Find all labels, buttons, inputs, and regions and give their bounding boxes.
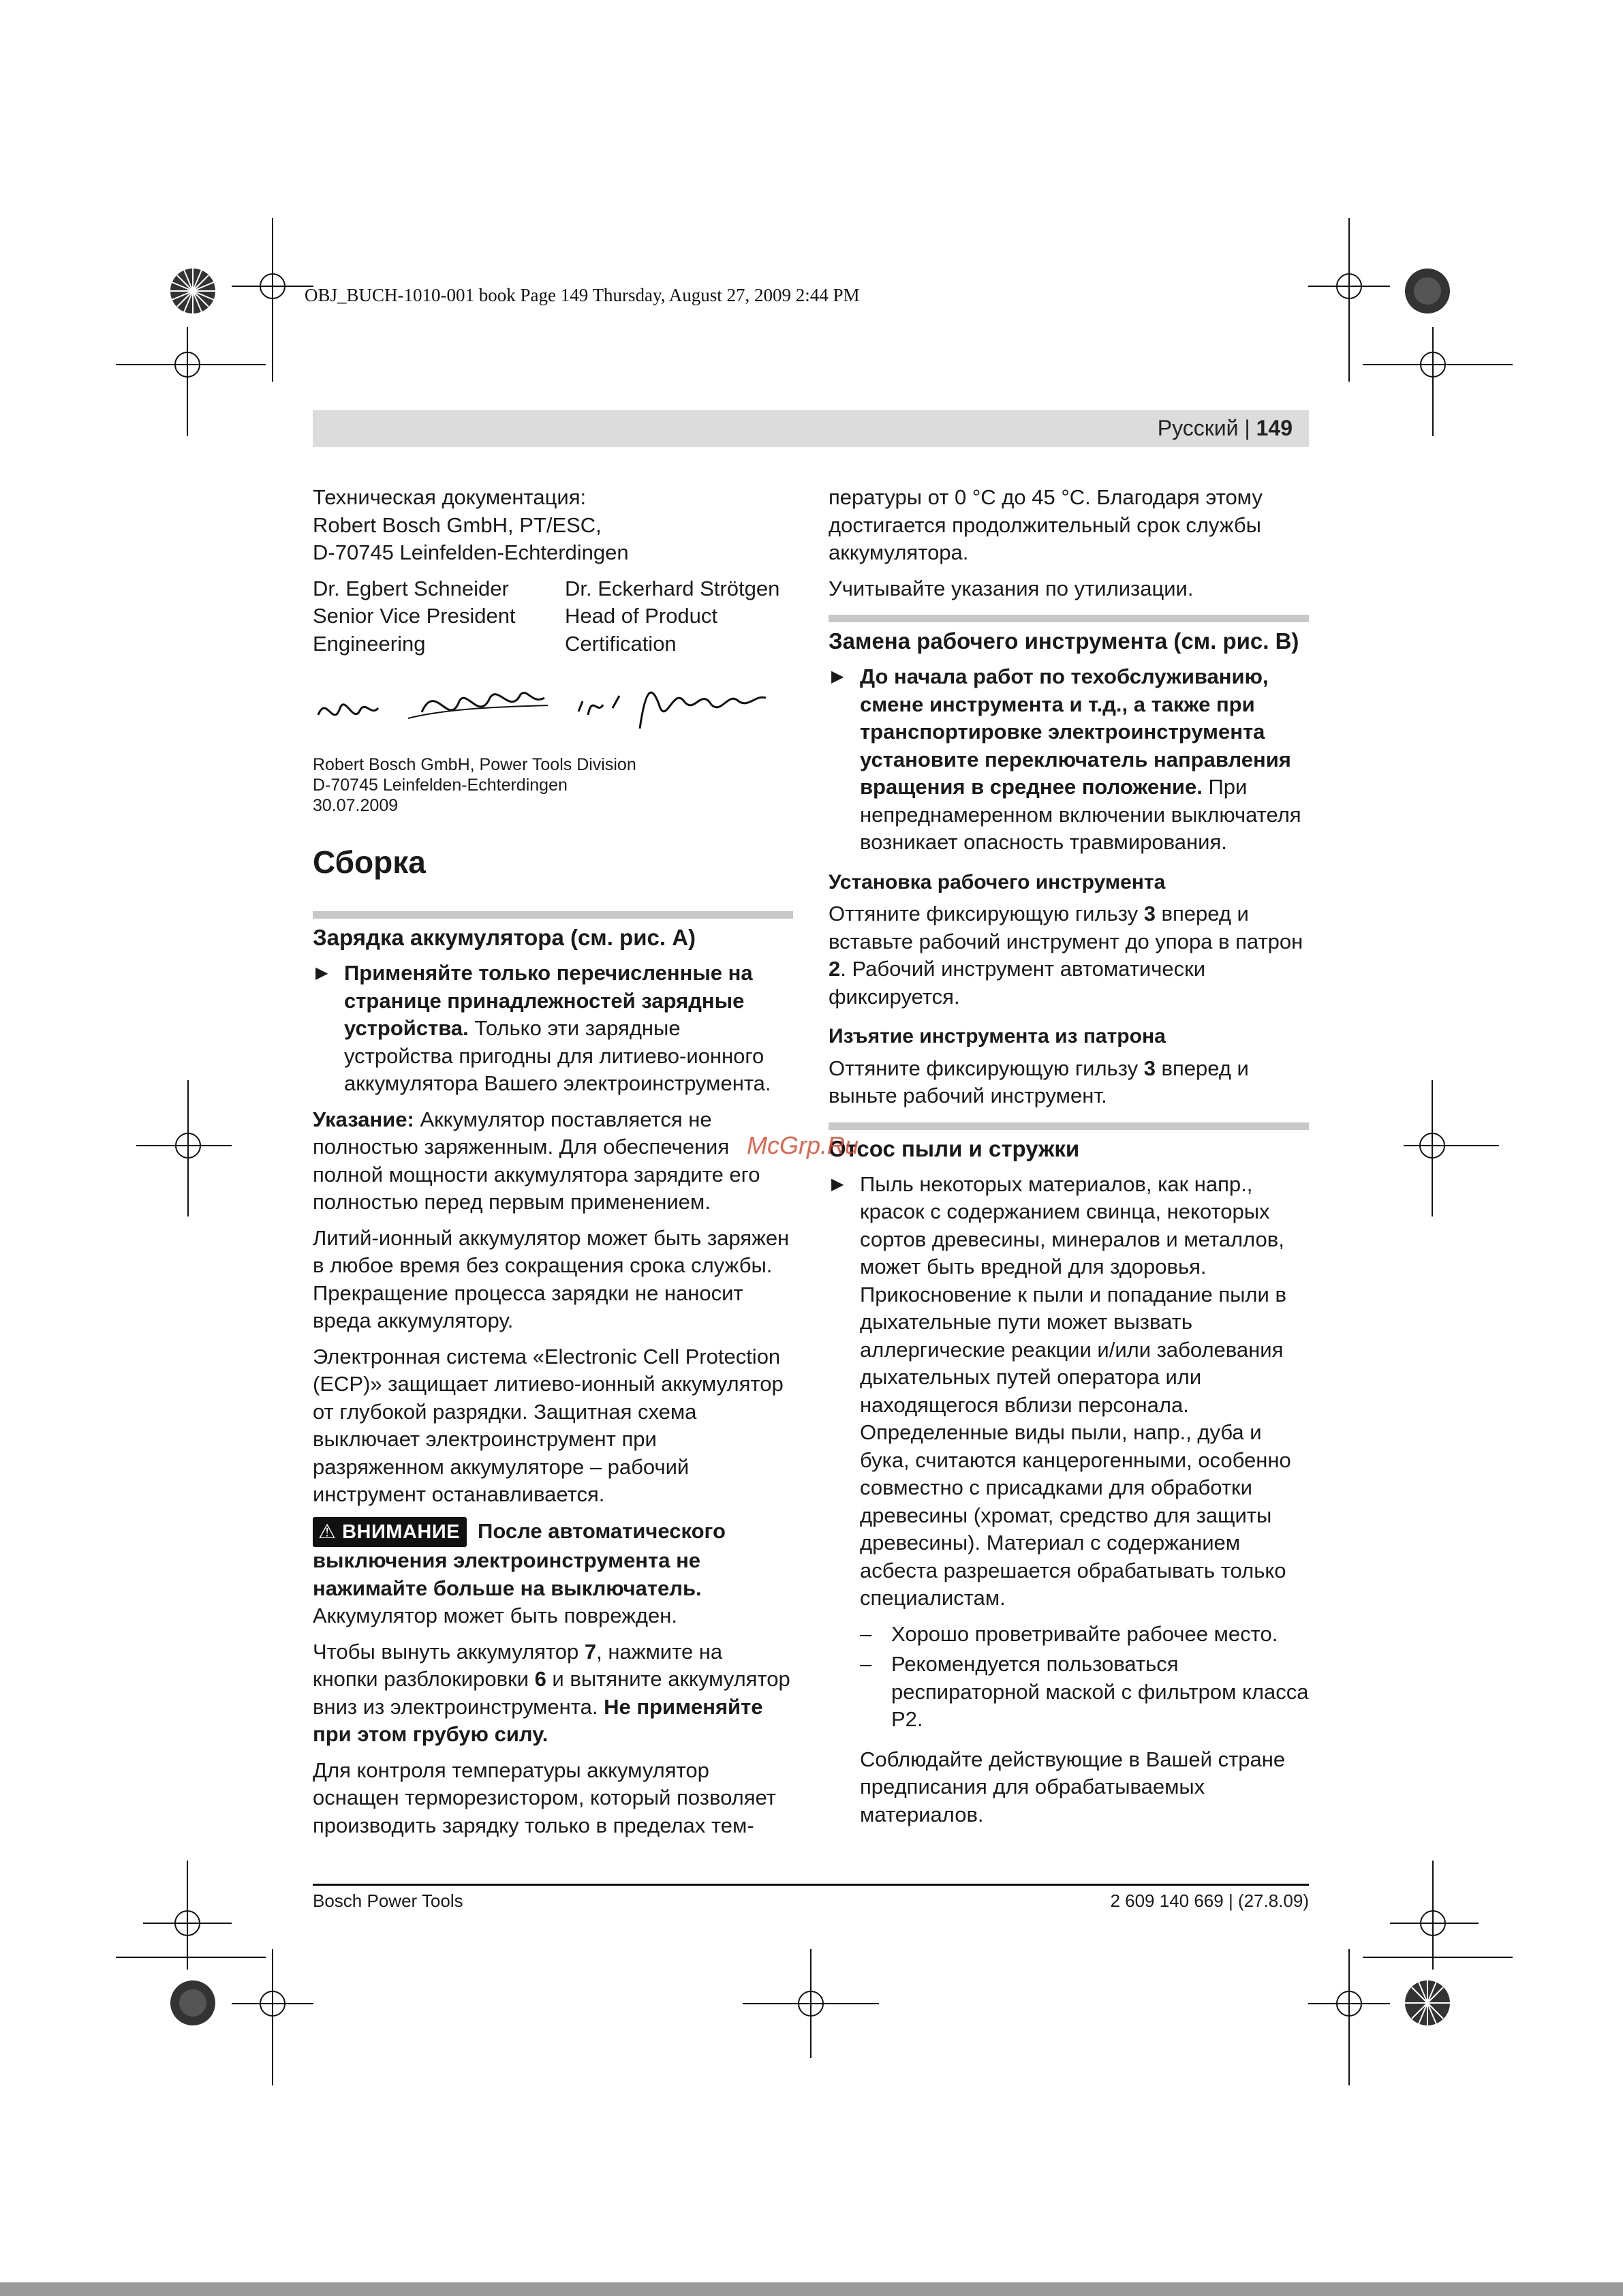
left-column bbox=[313, 484, 793, 1848]
header-page-number: 149 bbox=[1256, 416, 1293, 440]
registration-mark-top-left bbox=[169, 267, 217, 315]
subsection-title-charging: Зарядка аккумулятора (см. рис. А) bbox=[313, 911, 793, 953]
bullet-triangle-icon: ▶ bbox=[831, 1174, 844, 1193]
dash-item: – Рекомендуется пользоваться респираторной маской с фильтром класса P2. bbox=[860, 1652, 1309, 1731]
note-paragraph: Указание: Аккумулятор поставляется не полностью заряженным. Для обеспечения полной мощности аккумулятора зарядите его полностью перед первым применением. bbox=[313, 1107, 760, 1214]
battery-removal-paragraph: Чтобы вынуть аккумулятор 7, нажмите на кнопки разблокировки 6 и вытяните аккумулятор вниз из электроинструмента. Не применяйте при этом грубую силу. bbox=[313, 1639, 790, 1746]
bullet-dust: ▶ Пыль некоторых материалов, как напр., красок с содержанием свинца, некоторых сортов древесины, минералов и металлов, может быть вредной для здоровья. Прикосновение к пыли и попадание пыли в дыхательные пути может вызвать аллергические реакции и/или заболевания дыхательных путей оператора или находящегося вблизи персонала. Определенные виды пыли, напр., дуба и бука, считаются канцерогенными, особенно совместно с присадками для обработки древесины (хромат, средство для защиты древесины). Материал с содержанием асбеста разрешается обрабатывать только специалистам. bbox=[831, 1172, 1291, 1610]
dash-item: – Хорошо проветривайте рабочее место. bbox=[860, 1621, 1278, 1646]
handwritten-signatures bbox=[313, 667, 793, 749]
crosshair-bottom-right bbox=[1308, 1949, 1390, 2085]
install-title: Установка рабочего инструмента bbox=[829, 870, 1166, 893]
crosshair-side-left-top bbox=[116, 327, 266, 436]
warning-triangle-icon: ⚠ bbox=[318, 1520, 337, 1543]
liion-paragraph: Литий-ионный аккумулятор может быть заряжен в любое время без сокращения срока службы. Прекращение процесса зарядки не наносит вреда аккумулятору. bbox=[313, 1225, 790, 1332]
right-column bbox=[829, 484, 1309, 1837]
company-address: Robert Bosch GmbH, Power Tools Division D-70745 Leinfelden-Echterdingen 30.07.2009 bbox=[313, 755, 636, 815]
signers bbox=[313, 575, 793, 658]
watermark: McGrp.Ru bbox=[747, 1131, 859, 1159]
crosshair-bottom-center bbox=[743, 1949, 879, 2058]
remove-title: Изъятие инструмента из патрона bbox=[829, 1025, 1166, 1047]
footer-rule bbox=[313, 1884, 1309, 1886]
warning-paragraph: ⚠ ВНИМАНИЕ После автоматического выключения электроинструмента не нажимайте больше на выключатель. Аккумулятор может быть поврежден. bbox=[313, 1517, 793, 1630]
header-language: Русский bbox=[1157, 416, 1239, 440]
print-slug: OBJ_BUCH-1010-001 book Page 149 Thursday, August 27, 2009 2:44 PM bbox=[305, 285, 860, 305]
section-title: Сборка bbox=[313, 844, 426, 880]
footer-right: 2 609 140 669 | (27.8.09) bbox=[1110, 1891, 1309, 1911]
page-header-text bbox=[1158, 416, 1293, 441]
disposal-note: Учитывайте указания по утилизации. bbox=[829, 576, 1194, 600]
crosshair-mid-left bbox=[136, 1080, 232, 1216]
registration-mark-top-right bbox=[1404, 267, 1451, 315]
closing-paragraph: Соблюдайте действующие в Вашей стране предписания для обрабатываемых материалов. bbox=[860, 1747, 1286, 1826]
subsection-title-dust: Отсос пыли и стружки bbox=[829, 1122, 1309, 1164]
registration-mark-bottom-right bbox=[1404, 1979, 1451, 2027]
warning-badge: ⚠ ВНИМАНИЕ bbox=[313, 1517, 467, 1548]
temperature-continued: пературы от 0 °C до 45 °C. Благодаря этому достигается продолжительный срок службы аккумулятора. bbox=[829, 485, 1263, 564]
bullet-chargers: ▶ Применяйте только перечисленные на странице принадлежностей зарядные устройства. Только эти зарядные устройства пригодны для литиево-ионного аккумулятора Вашего электроинструмента. bbox=[315, 961, 771, 1095]
temperature-paragraph: Для контроля температуры аккумулятор оснащен терморезистором, который позволяет производить зарядку только в пределах тем- bbox=[313, 1758, 776, 1837]
dash-list bbox=[829, 1621, 1309, 1734]
bottom-edge-strip bbox=[0, 2282, 1623, 2296]
install-paragraph: Оттяните фиксирующую гильзу 3 вперед и вставьте рабочий инструмент до упора в патрон 2. Рабочий инструмент автоматически фиксируется. bbox=[829, 902, 1303, 1009]
bullet-triangle-icon: ▶ bbox=[315, 964, 328, 982]
crosshair-side-right-top bbox=[1363, 327, 1513, 436]
crosshair-mid-right bbox=[1404, 1080, 1499, 1216]
remove-paragraph: Оттяните фиксирующую гильзу 3 вперед и выньте рабочий инструмент. bbox=[829, 1056, 1249, 1107]
header-separator: | bbox=[1238, 416, 1256, 440]
registration-mark-bottom-left bbox=[169, 1979, 217, 2027]
signer-2: Dr. Eckerhard Strötgen Head of Product Certification bbox=[565, 576, 780, 656]
page-header-bar bbox=[313, 410, 1309, 447]
bullet-direction-switch: ▶ До начала работ по техобслуживанию, смене инструмента и т.д., а также при транспортировке электроинструмента установите переключатель направления вращения в среднее положение. При непреднамеренном включении выключателя возникает опасность травмирования. bbox=[831, 664, 1301, 854]
crosshair-bottom-left bbox=[232, 1949, 313, 2085]
ecp-paragraph: Электронная система «Electronic Cell Protection (ECP)» защищает литиево-ионный аккумулятор от глубокой разрядки. Защитная схема выключает электроинструмент при разряженном аккумуляторе – рабочий инструмент останавливается. bbox=[313, 1344, 784, 1506]
subsection-title-tool-change: Замена рабочего инструмента (см. рис. B) bbox=[829, 615, 1309, 656]
bullet-triangle-icon: ▶ bbox=[831, 667, 844, 686]
signer-1: Dr. Egbert Schneider Senior Vice President Engineering bbox=[313, 576, 516, 656]
footer-left: Bosch Power Tools bbox=[313, 1891, 463, 1911]
docs-intro: Техническая документация: Robert Bosch GmbH, PT/ESC, D-70745 Leinfelden-Echterdingen bbox=[313, 485, 629, 564]
